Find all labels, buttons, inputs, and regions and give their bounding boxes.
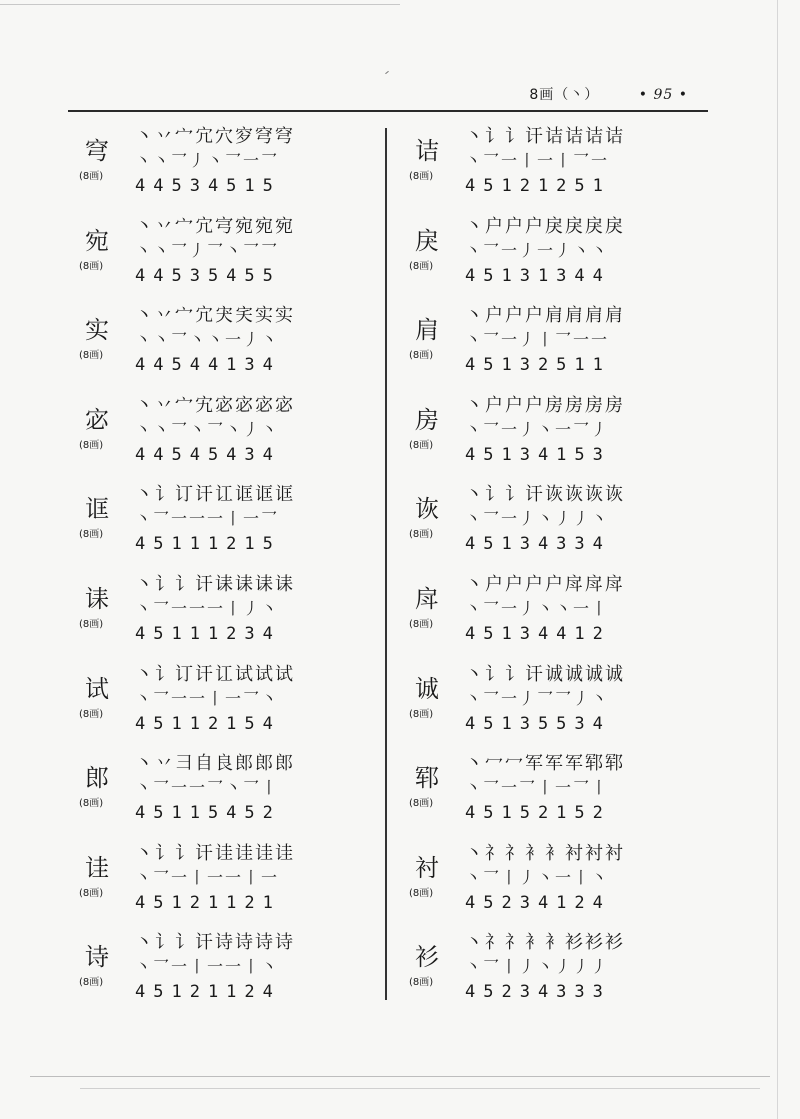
character-entry [75,301,375,391]
top-scan-rule [0,4,400,5]
character-entry [405,480,705,570]
stroke-code: 45121121 [135,892,281,913]
stroke-code: 45234333 [465,982,611,1003]
headword-char: 诗 [85,943,109,972]
stroke-progression: 丶礻礻衤衤衫衫衫 [465,932,625,954]
headword-char: 诖 [85,853,109,882]
stroke-shapes: 丶乛丨丿丶丿丿丿 [465,957,610,977]
stroke-progression: 丶户户户戾戾戾戾 [465,215,625,237]
stroke-shapes: 丶乛一一乛丶乛丨 [135,778,280,798]
character-entry [405,570,705,660]
stroke-count-tag: (8画) [79,260,104,272]
character-entry [75,391,375,481]
stroke-shapes: 丶丶乛丿丶乛一乛 [135,151,280,170]
stroke-count-tag: (8画) [409,350,434,362]
character-entry [75,122,375,212]
character-entry [75,660,375,750]
stroke-progression: 丶讠讠讦诚诚诚诚 [465,663,625,685]
stroke-shapes: 丶乛一丿丶一乛丿 [465,419,610,439]
stroke-shapes: 丶乛一一一丨丿丶 [135,598,280,618]
stroke-code: 45111215 [135,534,281,555]
character-entry [75,570,375,660]
headword-char: 诓 [85,495,109,524]
headword-char: 试 [85,674,109,703]
stroke-count-tag: (8画) [79,529,104,541]
stroke-progression: 丶丷彐自良郎郎郎 [135,753,295,775]
column-divider [385,128,387,1000]
stroke-code: 45115452 [135,803,281,824]
stroke-shapes: 丶乛一丿丶丶一丨 [465,598,610,618]
section-title: 8画（丶） [529,87,600,103]
character-entry [405,660,705,750]
stroke-count-tag: (8画) [409,887,434,899]
stroke-shapes: 丶丶乛丶丶一丿丶 [135,330,280,350]
stroke-progression: 丶丷宀宂穴穸穹穹 [135,126,295,147]
headword-char: 诚 [415,674,439,703]
stroke-code: 44535455 [135,265,281,286]
stroke-code: 45135534 [465,713,611,734]
page-edge-line [777,0,778,1119]
stroke-code: 45152152 [465,803,611,824]
stroke-progression: 丶讠讠讦诙诙诙诙 [465,484,625,506]
headword-char: 肩 [415,316,439,345]
stroke-progression: 丶户户户肩肩肩肩 [465,305,625,327]
stroke-count-tag: (8画) [409,439,434,451]
stroke-count-tag: (8画) [79,350,104,362]
headword-char: 戽 [415,584,439,613]
bottom-rule-secondary [80,1088,760,1089]
stroke-progression: 丶户户户房房房房 [465,394,625,416]
character-entry [405,749,705,839]
stroke-count-tag: (8画) [79,439,104,451]
stroke-count-tag: (8画) [409,708,434,720]
stroke-progression: 丶讠订讦讧试试试 [135,663,295,685]
stroke-shapes: 丶乛一丿乛乛丿丶 [465,688,610,708]
stroke-code: 45111234 [135,623,281,644]
character-entry [405,212,705,302]
stroke-count-tag: (8画) [79,171,104,182]
stroke-count-tag: (8画) [409,977,434,989]
stroke-progression: 丶讠讠讦诖诖诖诖 [135,842,295,864]
stroke-count-tag: (8画) [409,529,434,541]
headword-char: 郓 [415,764,439,793]
stroke-count-tag: (8画) [409,618,434,630]
stroke-shapes: 丶乛一一丨一乛丶 [135,688,280,708]
stroke-code: 45134334 [465,534,611,555]
stroke-count-tag: (8画) [79,977,104,989]
stroke-progression: 丶冖冖军军军郓郓 [465,753,625,775]
headword-char: 郎 [85,764,109,793]
stroke-progression: 丶讠讠讦诘诘诘诘 [465,126,625,147]
stroke-progression: 丶户户户户戽戽戽 [465,573,625,595]
stroke-code: 45112154 [135,713,281,734]
stroke-shapes: 丶丶乛丿乛丶乛乛 [135,240,280,260]
stroke-shapes: 丶乛一一一丨一乛 [135,509,280,529]
headword-char: 宓 [85,405,109,434]
stroke-progression: 丶丷宀宄宓宓宓宓 [135,394,295,416]
character-entry [405,839,705,929]
page-header [529,84,688,104]
headword-char: 戾 [415,226,439,255]
stroke-shapes: 丶乛一丿丨乛一一 [465,330,610,350]
headword-char: 衬 [415,853,439,882]
stroke-shapes: 丶乛一丨一丨乛一 [465,151,610,170]
stroke-code: 44545434 [135,444,281,465]
character-entry [75,212,375,302]
stroke-code: 45121124 [135,982,281,1003]
character-entry [405,301,705,391]
headword-char: 诘 [415,137,439,165]
character-entry [405,391,705,481]
headword-char: 穹 [85,137,109,165]
stroke-shapes: 丶乛一丿丶丿丿丶 [465,509,610,529]
stroke-code: 45134412 [465,623,611,644]
stroke-shapes: 丶乛一乛丨一乛丨 [465,778,610,798]
left-column [75,122,375,1018]
stroke-shapes: 丶乛一丨一一丨一 [135,867,280,887]
headword-char: 衫 [415,943,439,972]
character-entry [405,122,705,212]
character-entry [405,928,705,1018]
stroke-shapes: 丶丶乛丶乛丶丿丶 [135,419,280,439]
stroke-progression: 丶丷宀宂宆宛宛宛 [135,215,295,237]
stroke-progression: 丶讠讠讦诔诔诔诔 [135,573,295,595]
stroke-code: 45131344 [465,265,611,286]
stroke-code: 45134153 [465,444,611,465]
stroke-code: 45234124 [465,892,611,913]
stroke-shapes: 丶乛丨丿丶一丨丶 [465,867,610,887]
stroke-count-tag: (8画) [79,618,104,630]
stroke-progression: 丶讠订讦讧诓诓诓 [135,484,295,506]
stroke-code: 45121251 [465,176,611,196]
stroke-count-tag: (8画) [409,171,434,182]
header-rule [68,110,708,112]
headword-char: 诙 [415,495,439,524]
bottom-rule [30,1076,770,1077]
stroke-count-tag: (8画) [409,260,434,272]
stroke-shapes: 丶乛一丿一丿丶丶 [465,240,610,260]
stroke-code: 44544134 [135,355,281,376]
right-column [405,122,705,1018]
character-entry [75,928,375,1018]
stroke-count-tag: (8画) [409,798,434,810]
headword-char: 实 [85,316,109,345]
stroke-shapes: 丶乛一丨一一丨丶 [135,957,280,977]
stroke-count-tag: (8画) [79,887,104,899]
character-entry [75,839,375,929]
headword-char: 诔 [85,584,109,613]
stroke-count-tag: (8画) [79,708,104,720]
stroke-code: 44534515 [135,176,281,196]
scan-mark [385,71,389,74]
stroke-progression: 丶讠讠讦诗诗诗诗 [135,932,295,954]
stroke-count-tag: (8画) [79,798,104,810]
stroke-code: 45132511 [465,355,611,376]
character-entry [75,480,375,570]
page-number: • 95 • [638,87,688,103]
stroke-progression: 丶丷宀宂宊宎实实 [135,305,295,327]
stroke-progression: 丶礻礻衤衤衬衬衬 [465,842,625,864]
headword-char: 宛 [85,226,109,255]
headword-char: 房 [415,405,439,434]
character-entry [75,749,375,839]
